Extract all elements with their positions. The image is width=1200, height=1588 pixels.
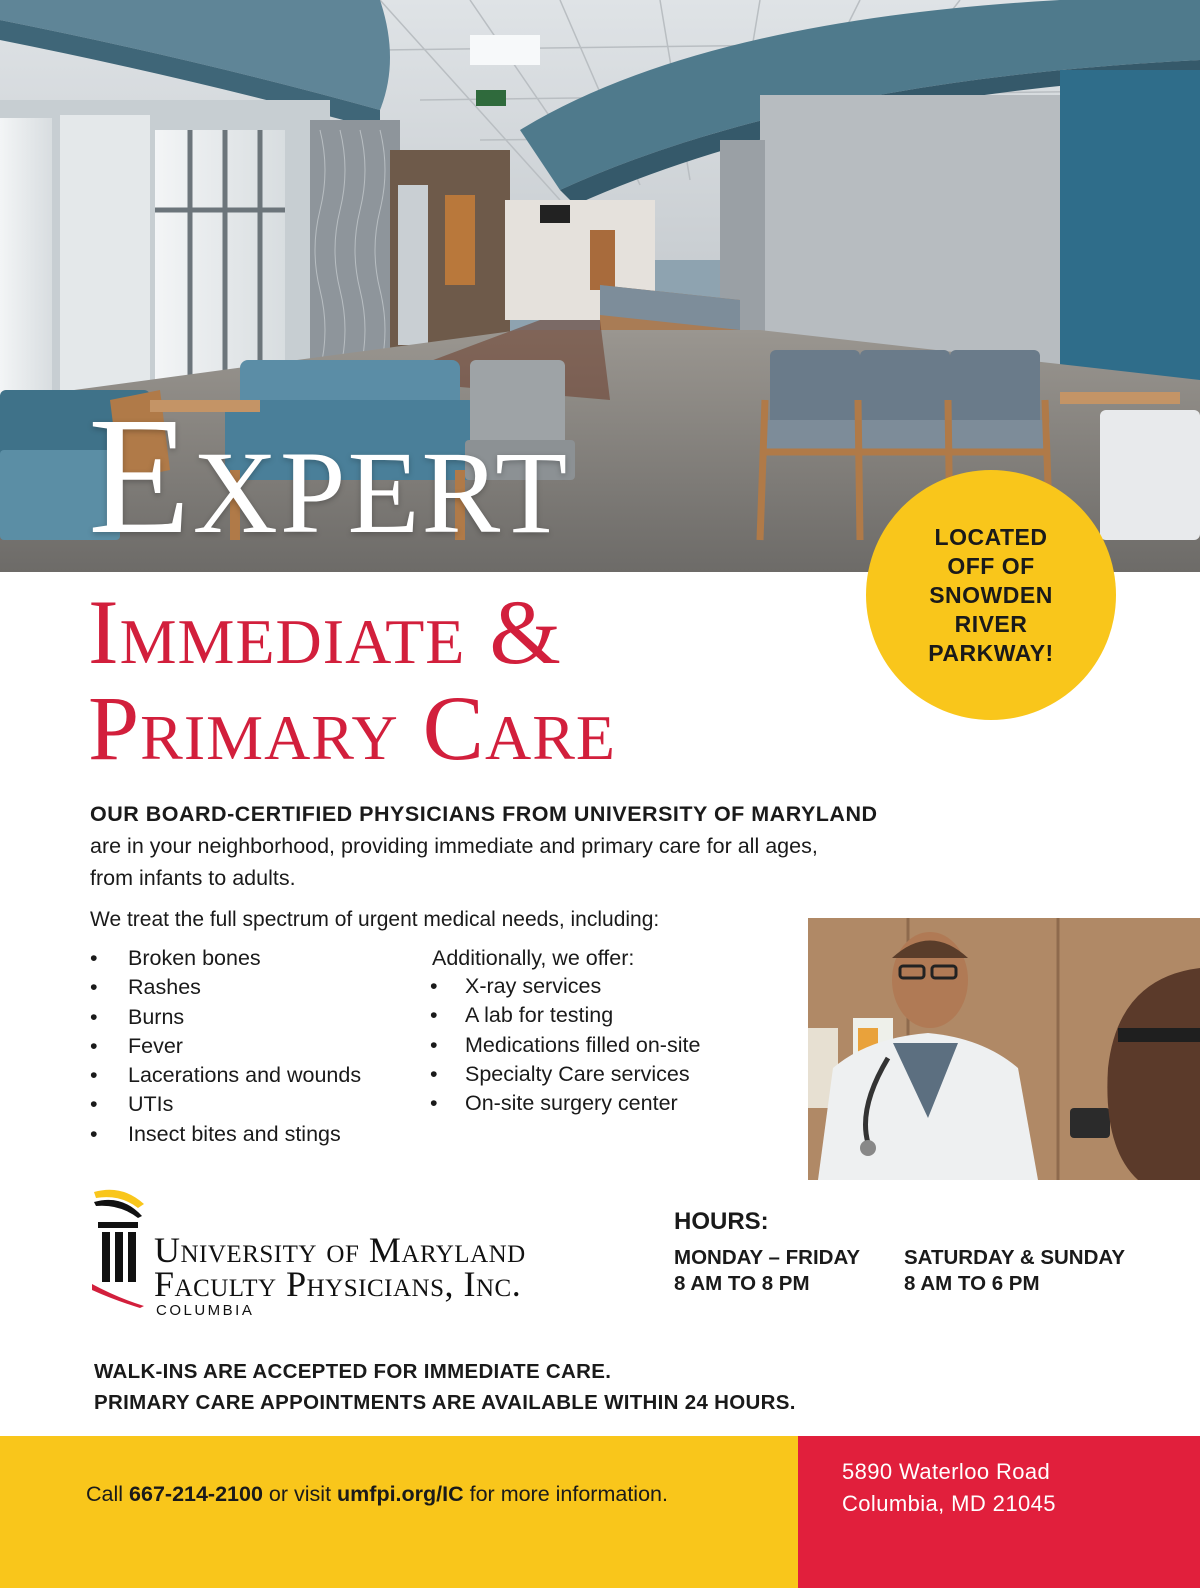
intro-heading: OUR BOARD-CERTIFIED PHYSICIANS FROM UNIVERSITY OF MARYLAND [90, 802, 878, 826]
logo-name-line1: University of Maryland [154, 1230, 526, 1270]
intro-line: from infants to adults. [90, 866, 296, 890]
logo-name-line2: Faculty Physicians, Inc. [154, 1264, 522, 1304]
weekend-hours [904, 1245, 1125, 1297]
badge-line: LOCATED [934, 523, 1048, 550]
list-item: • Broken bones [90, 944, 361, 973]
weekday-hours [674, 1245, 860, 1297]
headline-primary-care: Primary Care [88, 677, 617, 779]
list-item: • Insect bites and stings [90, 1120, 361, 1149]
badge-line: SNOWDEN [929, 581, 1053, 608]
weekend-label: SATURDAY & SUNDAY [904, 1246, 1125, 1269]
address-line2: Columbia, MD 21045 [842, 1491, 1056, 1516]
location-badge [866, 470, 1116, 720]
weekday-time: 8 AM TO 8 PM [674, 1272, 810, 1295]
weekday-label: MONDAY – FRIDAY [674, 1246, 861, 1269]
weekend-time: 8 AM TO 6 PM [904, 1272, 1040, 1295]
badge-line: OFF OF [947, 552, 1035, 579]
notices [94, 1356, 796, 1418]
address-line1: 5890 Waterloo Road [842, 1459, 1051, 1484]
walkins-notice: WALK-INS ARE ACCEPTED FOR IMMEDIATE CARE. [94, 1360, 612, 1383]
list-item: • UTIs [90, 1090, 361, 1119]
hours-heading: HOURS: [674, 1208, 769, 1235]
additional-heading: Additionally, we offer: [432, 946, 635, 970]
call-prefix: Call [86, 1482, 124, 1506]
physician-photo [808, 918, 1200, 1180]
list-item: • Medications filled on-site [430, 1031, 700, 1060]
headline-expert: Expert [88, 383, 570, 569]
headline-immediate: Immediate & [88, 581, 562, 683]
call-suffix: for more information. [469, 1482, 668, 1506]
list-item: • Rashes [90, 973, 361, 1002]
intro-paragraph [90, 798, 1050, 894]
treat-intro: We treat the full spectrum of urgent medical needs, including: [90, 908, 660, 931]
badge-line: RIVER [954, 610, 1028, 637]
umfp-logo [92, 1186, 612, 1319]
list-item: • Burns [90, 1003, 361, 1032]
columns-logo-icon [92, 1186, 148, 1308]
contact-line [86, 1474, 668, 1514]
call-mid: or visit [268, 1482, 332, 1506]
logo-subtitle: COLUMBIA [156, 1302, 255, 1319]
address [842, 1456, 1056, 1520]
website-link[interactable]: umfpi.org/IC [337, 1482, 464, 1506]
list-item: • On-site surgery center [430, 1089, 700, 1118]
badge-line: PARKWAY! [928, 639, 1054, 666]
intro-line: are in your neighborhood, providing immediate and primary care for all ages, [90, 834, 818, 858]
additional-list [430, 972, 700, 1118]
appointments-notice: PRIMARY CARE APPOINTMENTS ARE AVAILABLE WITHIN 24 HOURS. [94, 1391, 796, 1414]
phone-number[interactable]: 667-214-2100 [129, 1482, 263, 1506]
list-item: • Specialty Care services [430, 1060, 700, 1089]
list-item: • Lacerations and wounds [90, 1061, 361, 1090]
list-item: • Fever [90, 1032, 361, 1061]
list-item: • X-ray services [430, 972, 700, 1001]
conditions-list [90, 944, 361, 1149]
list-item: • A lab for testing [430, 1001, 700, 1030]
